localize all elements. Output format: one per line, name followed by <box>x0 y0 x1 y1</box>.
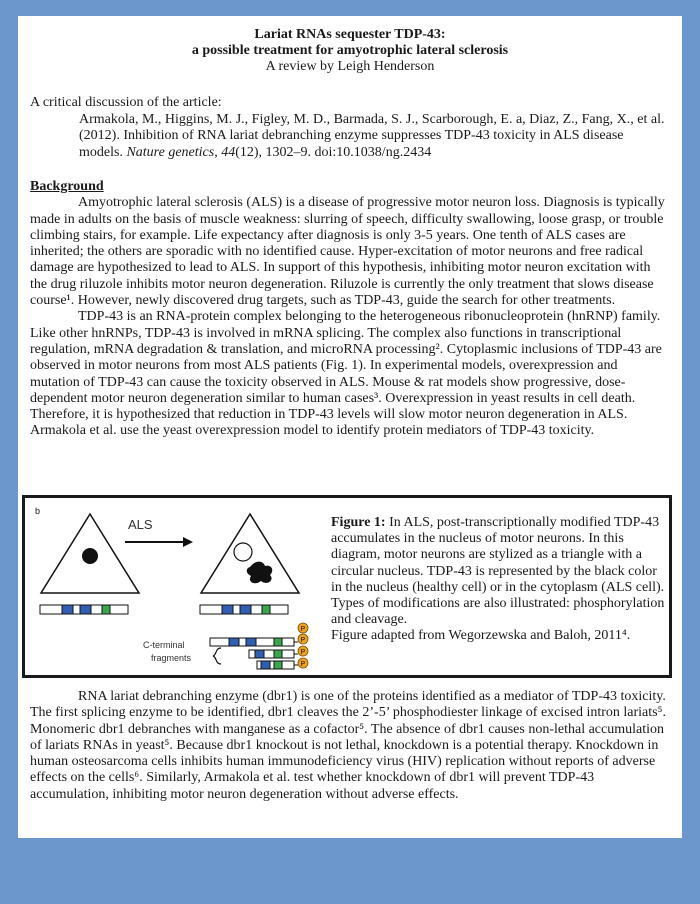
citation <box>30 112 670 162</box>
background-section <box>30 179 670 440</box>
als-arrow-label: ALS <box>128 517 153 532</box>
dbr1-paragraph: RNA lariat debranching enzyme (dbr1) is one of the proteins identified as a mediator of TDP-43 toxicity. The first splicing enzyme to be identified, dbr1 cleaves the 2’-5’ phosphodiester linkage of excised intron lariats⁵. Monomeric dbr1 debranches with manganese as a cofactor⁵. The absence of dbr1 causes non-lethal accumulation of lariats RNAs in yeast⁵. Because dbr1 knockout is not lethal, knockdown is a potential therapy. Knockdown in human osteosarcoma cells inhibits human immunodeficiency virus (HIV) replication without reports of adverse effects on the cells⁶. Similarly, Armakola et al. test whether knockdown of dbr1 will prevent TDP-43 accumulation, inhibiting motor neuron degeneration without adverse effects. <box>30 689 666 802</box>
caption-source: Figure adapted from Wegorzewska and Baloh, 2011⁴. <box>331 628 631 644</box>
background-paragraph-2: TDP-43 is an RNA-protein complex belonging to the heterogeneous ribonucleoprotein (hnRNP) family. Like other hnRNPs, TDP-43 is involved in mRNA splicing. The complex also functions in transcriptional regulation, mRNA degradation & translation, and microRNA processing². Cytoplasmic inclusions of TDP-43 are observed in motor neurons from most ALS patients (Fig. 1). In experimental models, overexpression and mutation of TDP-43 can cause the toxicity observed in ALS. Mouse & rat models show progressive, dose-dependent motor neuron degeneration similar to human cases³. Overexpression in yeast results in cell death. Therefore, it is hypothesized that reduction in TDP-43 levels will slow motor neuron degeneration in ALS. Armakola et al. use the yeast overexpression model to identify protein mediators of TDP-43 toxicity. <box>30 309 662 439</box>
figure-1-box <box>22 495 672 678</box>
caption-title: Figure 1: <box>331 515 386 530</box>
figure-1-caption <box>331 515 667 645</box>
document-title: Lariat RNAs sequester TDP-43: <box>254 27 446 42</box>
phosphorylation-marks <box>294 623 308 668</box>
cytoplasmic-inclusion <box>247 562 273 584</box>
phospho-label-4: P <box>300 661 306 668</box>
citation-journal: Nature genetics <box>126 144 215 160</box>
caption-text: In ALS, post-transcriptionally modified TDP-43 accumulates in the nucleus of motor neurons. In this diagram, motor neurons are stylized as a triangle with a circular nucleus. TDP-43 is represented by the black color in the nucleus (healthy cell) or in the cytoplasm (ALS cell). Types of modifications are also illustrated: phosphorylation and cleavage. <box>331 515 665 628</box>
phospho-label-3: P <box>300 649 306 656</box>
c-terminal-fragment-2 <box>257 661 294 669</box>
citation-authors-title: Armakola, M., Higgins, M. J., Figley, M. D., Barmada, S. J., Scarborough, E. a, Diaz, Z., Fang, X., et al. (2012). Inhibition of RNA lariat debranching enzyme suppresses TDP-43 toxicity in ALS disease models. <box>79 111 665 160</box>
healthy-nucleus <box>82 548 98 564</box>
fragments-label-line2: fragments <box>151 653 192 663</box>
critical-intro: A critical discussion of the article: <box>30 95 222 110</box>
phospho-label-1: P <box>300 626 306 633</box>
citation-sep: , <box>214 144 222 160</box>
dbr1-section <box>30 689 670 803</box>
fragments-brace <box>213 648 221 664</box>
document-page <box>18 16 682 838</box>
als-protein-bar <box>200 605 288 614</box>
figure-1-diagram <box>25 498 325 675</box>
citation-pages: (12), 1302–9. doi:10.1038/ng.2434 <box>235 144 432 160</box>
document-subtitle: a possible treatment for amyotrophic lateral sclerosis <box>191 43 509 58</box>
citation-volume: 44 <box>221 144 236 160</box>
als-empty-nucleus <box>234 543 252 561</box>
figure-panel-letter: b <box>35 506 41 516</box>
fragments-label-line1: C-terminal <box>143 640 185 650</box>
background-paragraph-1: Amyotrophic lateral sclerosis (ALS) is a disease of progressive motor neuron loss. Diagnosis is typically made in adults on the basis of muscle weakness: slurring of speech, difficulty swallowing, loose grasp, or trouble climbing stairs, for example. Life expectancy after diagnosis is only 3-5 years. One tenth of ALS cases are inherited; the others are sporadic with no identified cause. Hyper-excitation of motor neurons and free radical damage are hypothesized to lead to ALS. In support of this hypothesis, inhibiting motor neuron excitation with the drug riluzole inhibits motor neuron degeneration. Riluzole is currently the only treatment that slows disease course¹. However, newly discovered drug targets, such as TDP-43, guide the search for other treatments. <box>30 195 665 309</box>
c-terminal-fragment-1 <box>249 650 294 658</box>
title-block <box>18 27 682 75</box>
background-heading: Background <box>30 179 104 194</box>
modified-full-length-bar <box>210 638 294 646</box>
document-author: A review by Leigh Henderson <box>265 59 435 74</box>
healthy-protein-bar <box>40 605 128 614</box>
als-arrow-head <box>183 537 193 547</box>
phospho-label-2: P <box>300 637 306 644</box>
critical-discussion <box>30 95 670 161</box>
